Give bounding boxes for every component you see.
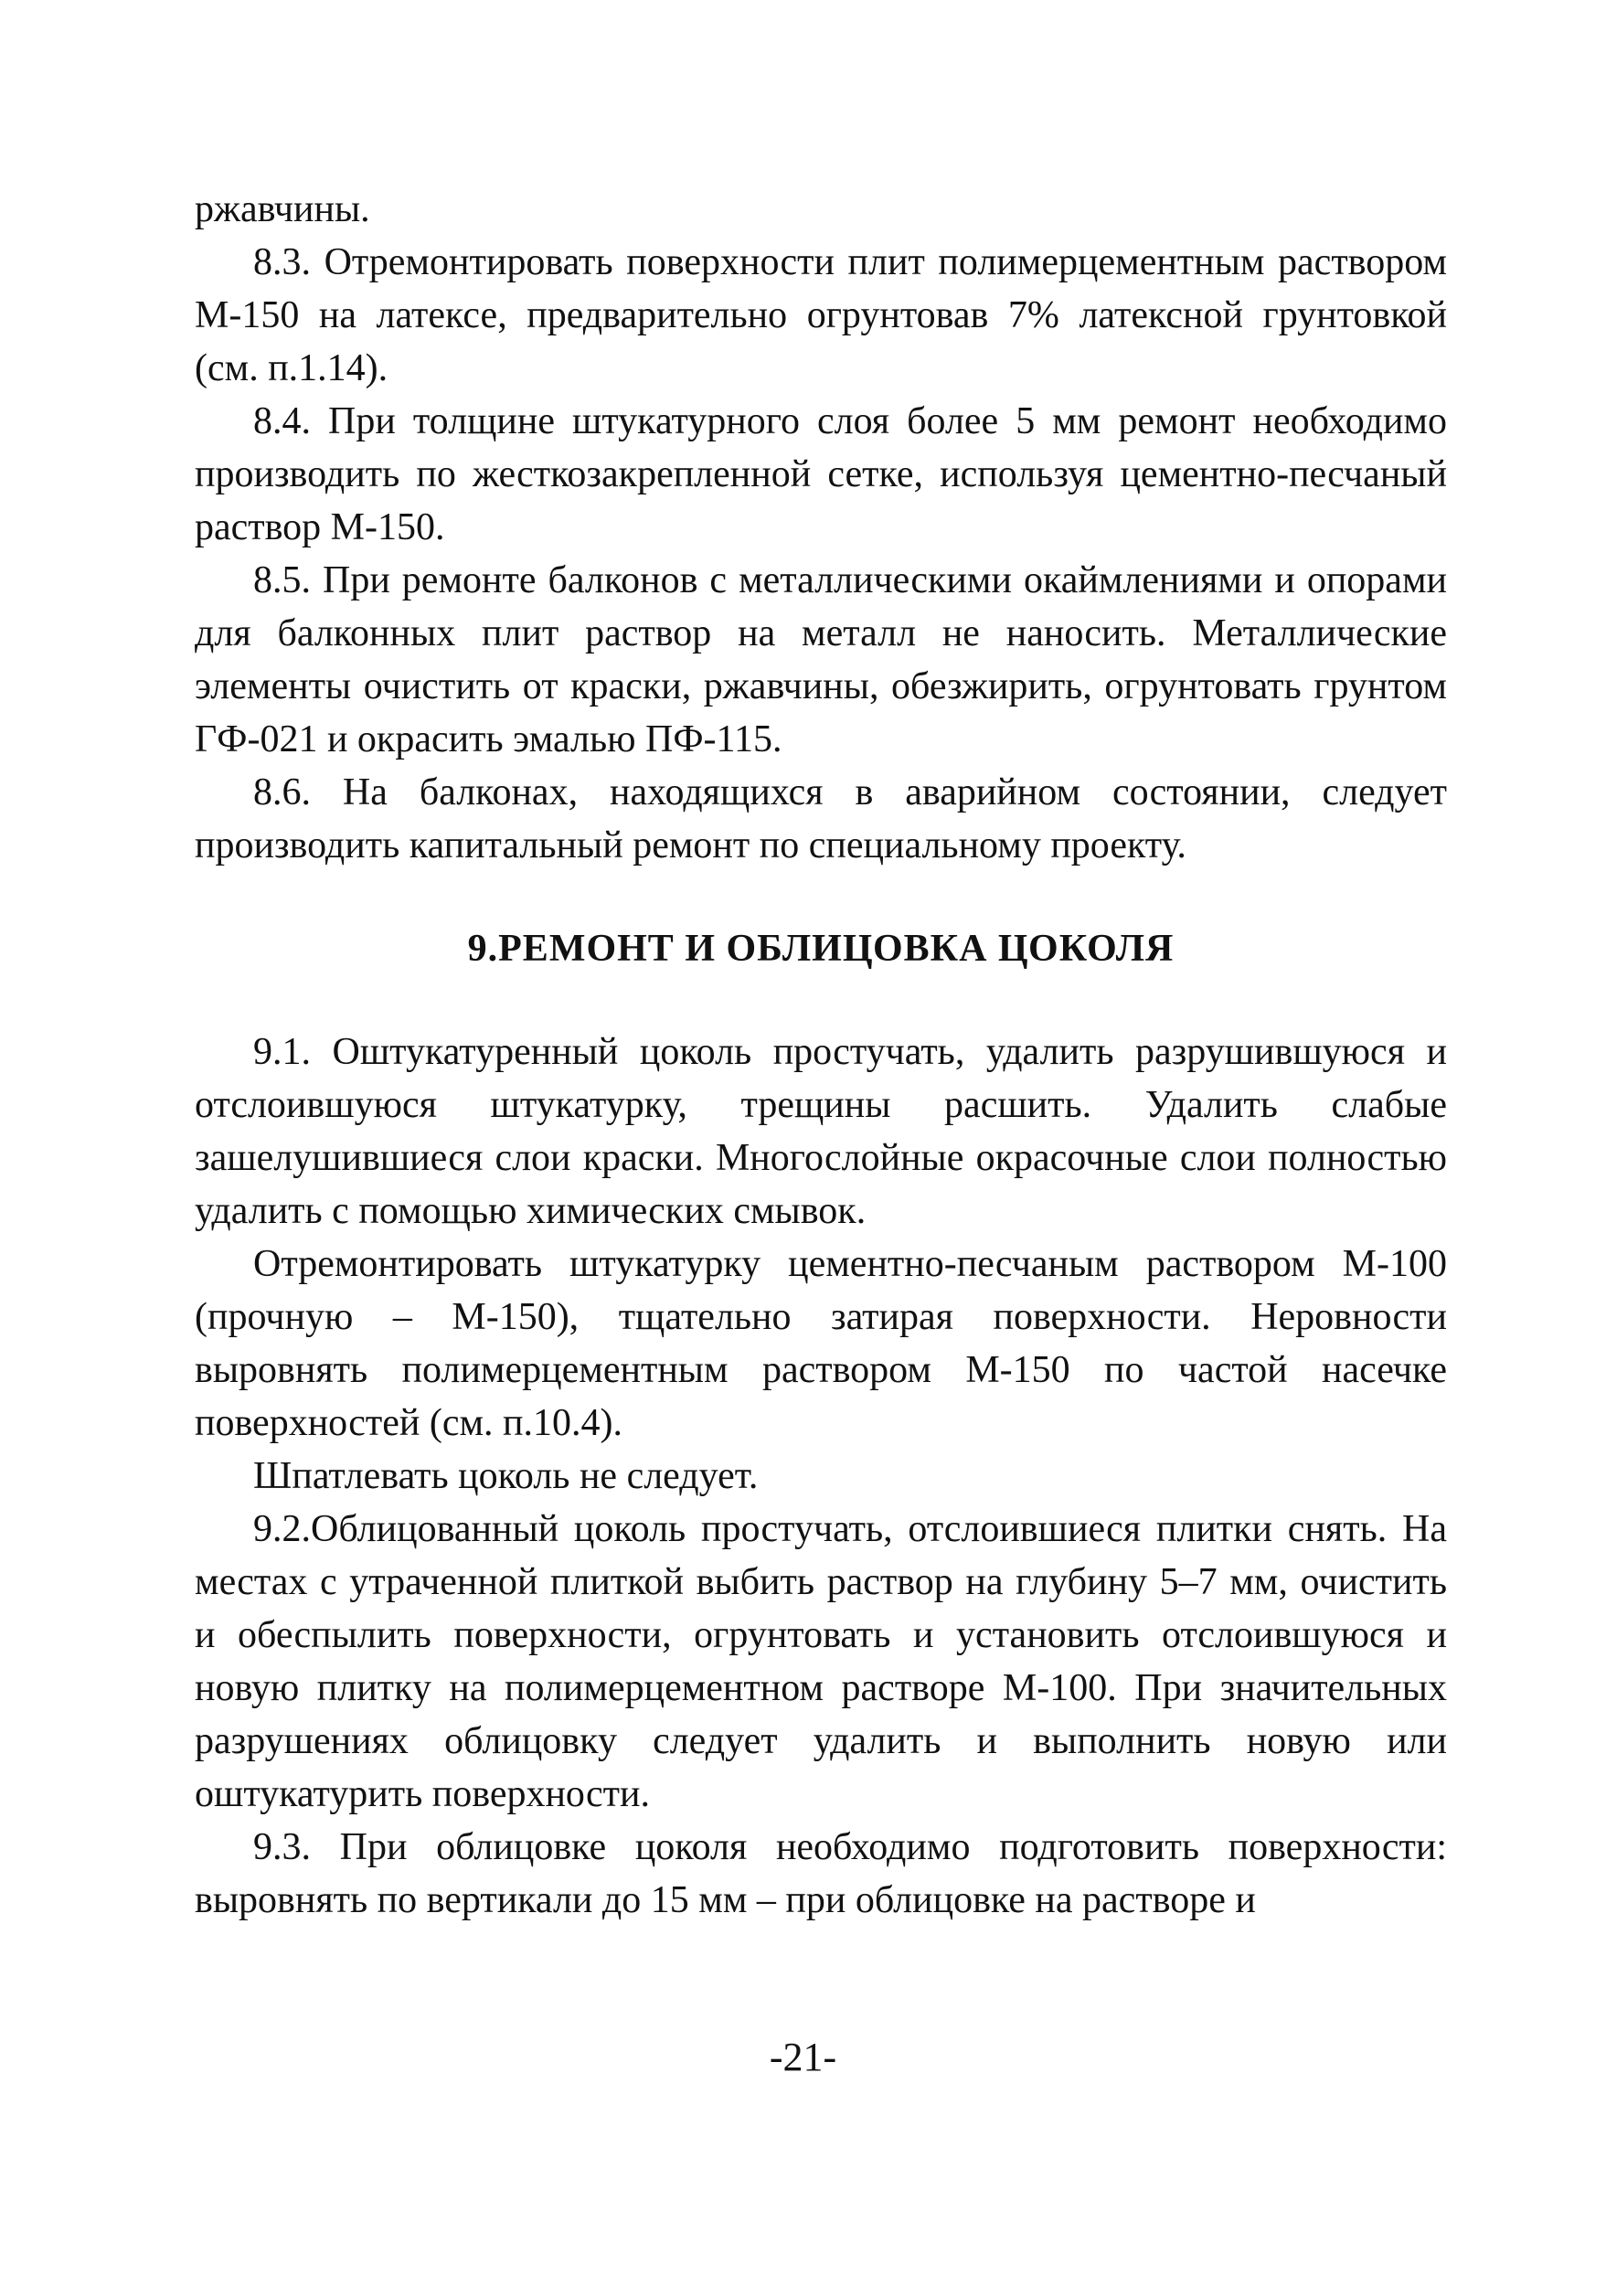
paragraph-8-6: 8.6. На балконах, находящихся в аварийном состоянии, следует производить капитальный ремонт по специальному проекту.	[195, 771, 1447, 866]
section-heading: 9.РЕМОНТ И ОБЛИЦОВКА ЦОКОЛЯ	[467, 928, 1175, 970]
paragraph-8-3: 8.3. Отремонтировать поверхности плит полимерцементным раствором М-150 на латексе, предварительно огрунтовав 7% латексной грунтовкой (см. п.1.14).	[195, 241, 1447, 389]
paragraph-9-2: 9.2.Облицованный цоколь простучать, отслоившиеся плитки снять. На местах с утраченной плиткой выбить раствор на глубину 5–7 мм, очистить и обеспылить поверхности, огрунтовать и установить отслоившуюся и новую плитку на полимерцементном растворе М-100. При значительных разрушениях облицовку следует удалить и выполнить новую или оштукатурить поверхности.	[195, 1508, 1447, 1815]
top-section	[195, 183, 1447, 872]
paragraph-9-3: 9.3. При облицовке цоколя необходимо подготовить поверхности: выровнять по вертикали до 15 мм – при облицовке на растворе и	[195, 1826, 1447, 1921]
page-number: -21-	[769, 2035, 837, 2079]
document-page	[195, 183, 1447, 1927]
paragraph-8-4: 8.4. При толщине штукатурного слоя более 5 мм ремонт необходимо производить по жесткозакрепленной сетке, используя цементно-песчаный раствор М-150.	[195, 400, 1447, 548]
paragraph-9-1: 9.1. Оштукатуренный цоколь простучать, удалить разрушившуюся и отслоившуюся штукатурку, трещины расшить. Удалить слабые зашелушившиеся слои краски. Многослойные окрасочные слои полностью удалить с помощью химических смывок.	[195, 1031, 1447, 1232]
paragraph-9-1-note: Шпатлевать цоколь не следует.	[253, 1455, 759, 1497]
paragraph-continuation: ржавчины.	[195, 188, 370, 230]
paragraph-9-1-repair: Отремонтировать штукатурку цементно-песчаным раствором М-100 (прочную – М-150), тщательно затирая поверхности. Неровности выровнять полимерцементным раствором М-150 по частой насечке поверхностей (см. п.10.4).	[195, 1243, 1447, 1444]
bottom-section	[195, 1026, 1447, 1927]
paragraph-8-5: 8.5. При ремонте балконов с металлическими окаймлениями и опорами для балконных плит раствор на металл не наносить. Металлические элементы очистить от краски, ржавчины, обезжирить, огрунтовать грунтом ГФ-021 и окрасить эмалью ПФ-115.	[195, 559, 1447, 760]
